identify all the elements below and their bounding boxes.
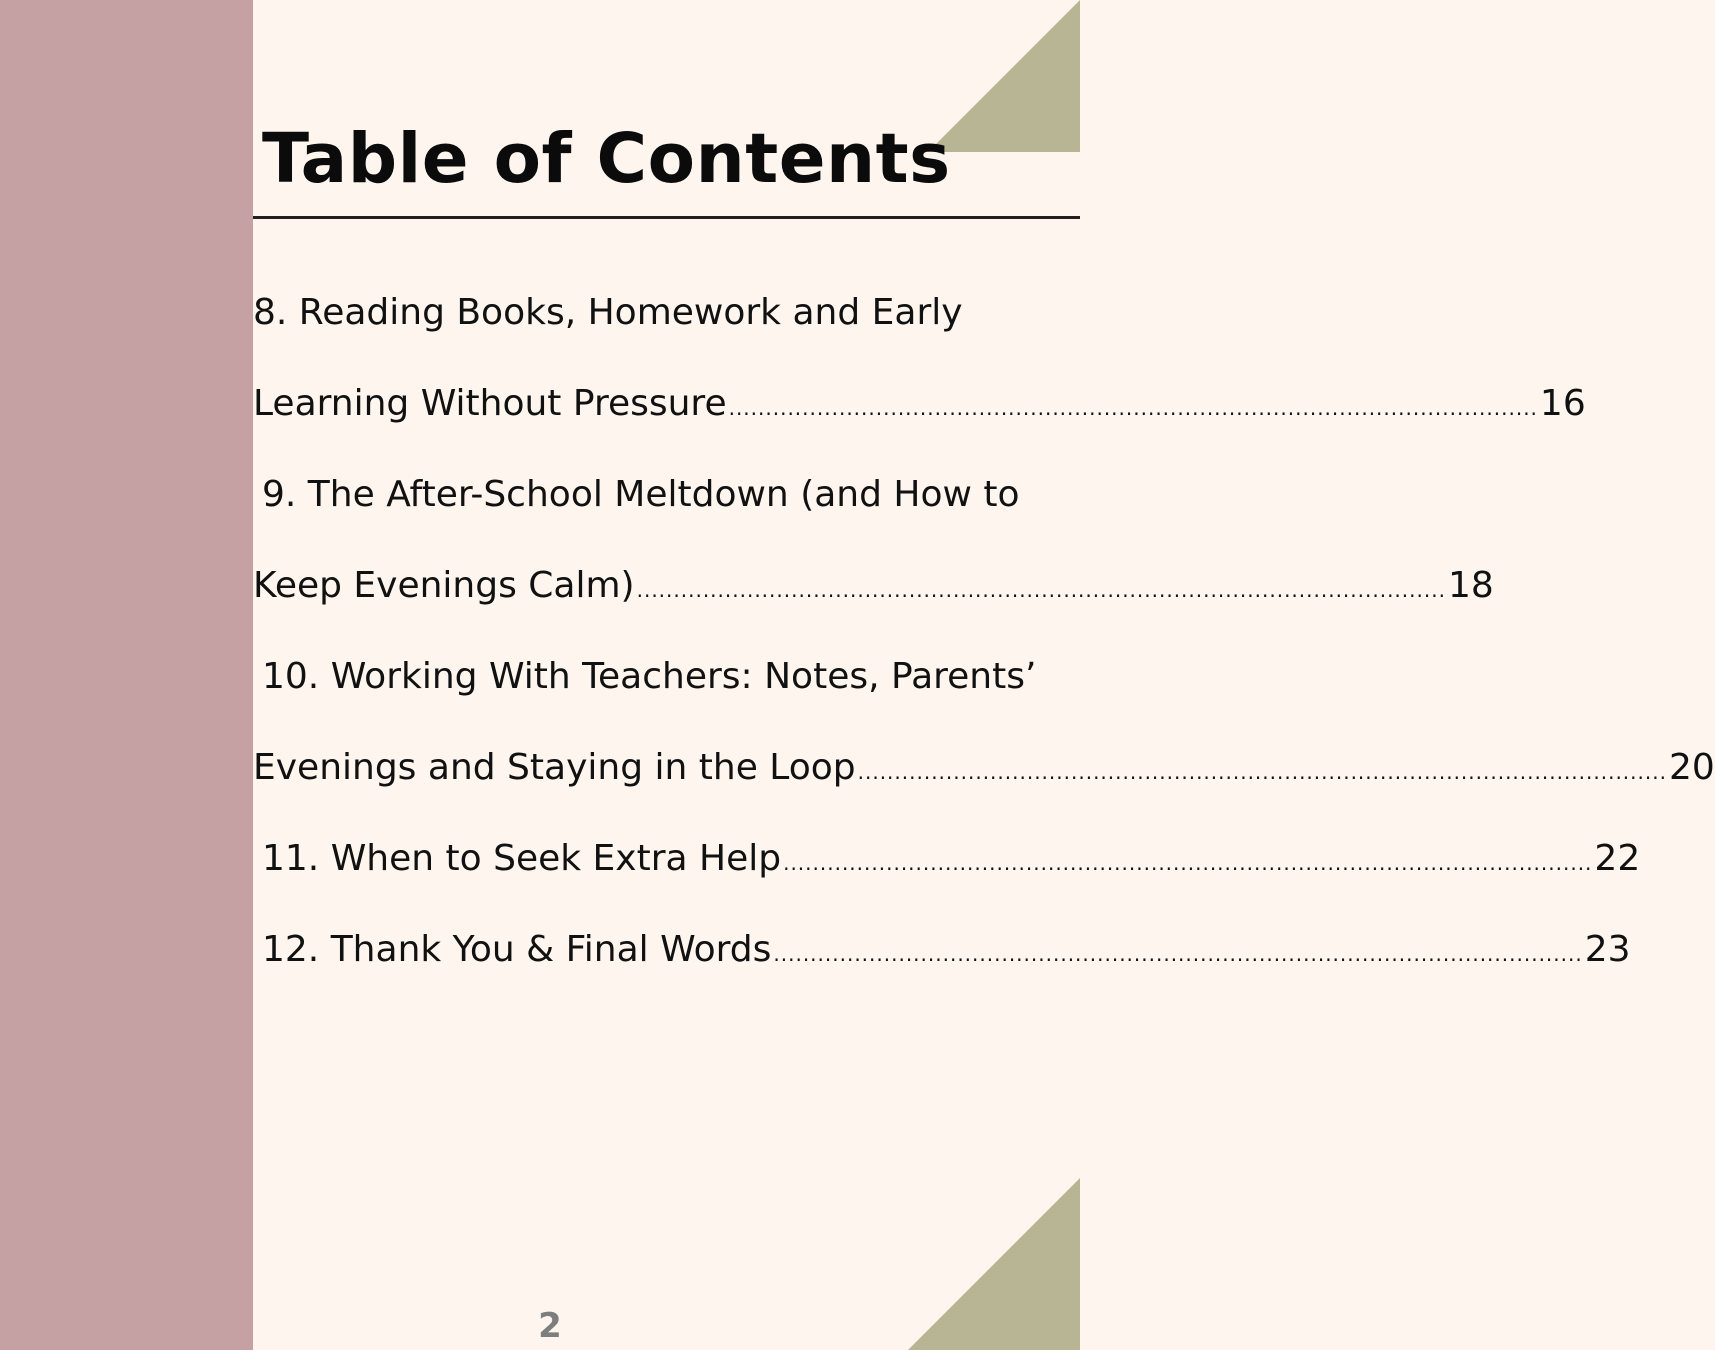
toc-entry-8-text: Learning Without Pressure: [253, 383, 727, 424]
toc-entry-11: [262, 834, 1641, 884]
toc-dot-leader: ..............................................................................................................: [773, 942, 1583, 966]
toc-entry-10-page: 20: [1668, 747, 1715, 788]
toc-dot-leader: ..............................................................................................................: [728, 396, 1538, 420]
title-underline: [253, 216, 1080, 219]
toc-entry-9-text: Keep Evenings Calm): [253, 565, 635, 606]
toc-dot-leader: ..............................................................................................................: [636, 578, 1446, 602]
toc-entry-12: [262, 925, 1631, 975]
toc-entry-8-page: 16: [1539, 383, 1586, 424]
toc-entry-12-text: 12. Thank You & Final Words: [262, 929, 772, 970]
bottom-right-corner-triangle: [908, 1178, 1080, 1350]
toc-entry-11-text: 11. When to Seek Extra Help: [262, 838, 782, 879]
toc-entry-11-page: 22: [1594, 838, 1641, 879]
top-right-corner-triangle: [928, 0, 1080, 152]
toc-entry-8-line-1: 8. Reading Books, Homework and Early: [253, 292, 963, 333]
page-number: 2: [538, 1306, 562, 1346]
toc-entry-10-line-2: [253, 743, 1715, 793]
toc-dot-leader: ..............................................................................................................: [783, 851, 1593, 875]
page-title: Table of Contents: [262, 119, 951, 199]
toc-entry-9-page: 18: [1447, 565, 1494, 606]
toc-entry-9-line-1: 9. The After-School Meltdown (and How to: [262, 474, 1020, 515]
toc-entry-12-page: 23: [1584, 929, 1631, 970]
toc-entry-10-line-1: 10. Working With Teachers: Notes, Parents’: [262, 656, 1037, 697]
toc-entry-9-line-2: [253, 561, 1494, 611]
toc-dot-leader: ..............................................................................................................: [857, 760, 1667, 784]
toc-entry-10-text: Evenings and Staying in the Loop: [253, 747, 856, 788]
toc-entry-8-line-2: [253, 379, 1586, 429]
left-sidebar-band: [0, 0, 253, 1350]
